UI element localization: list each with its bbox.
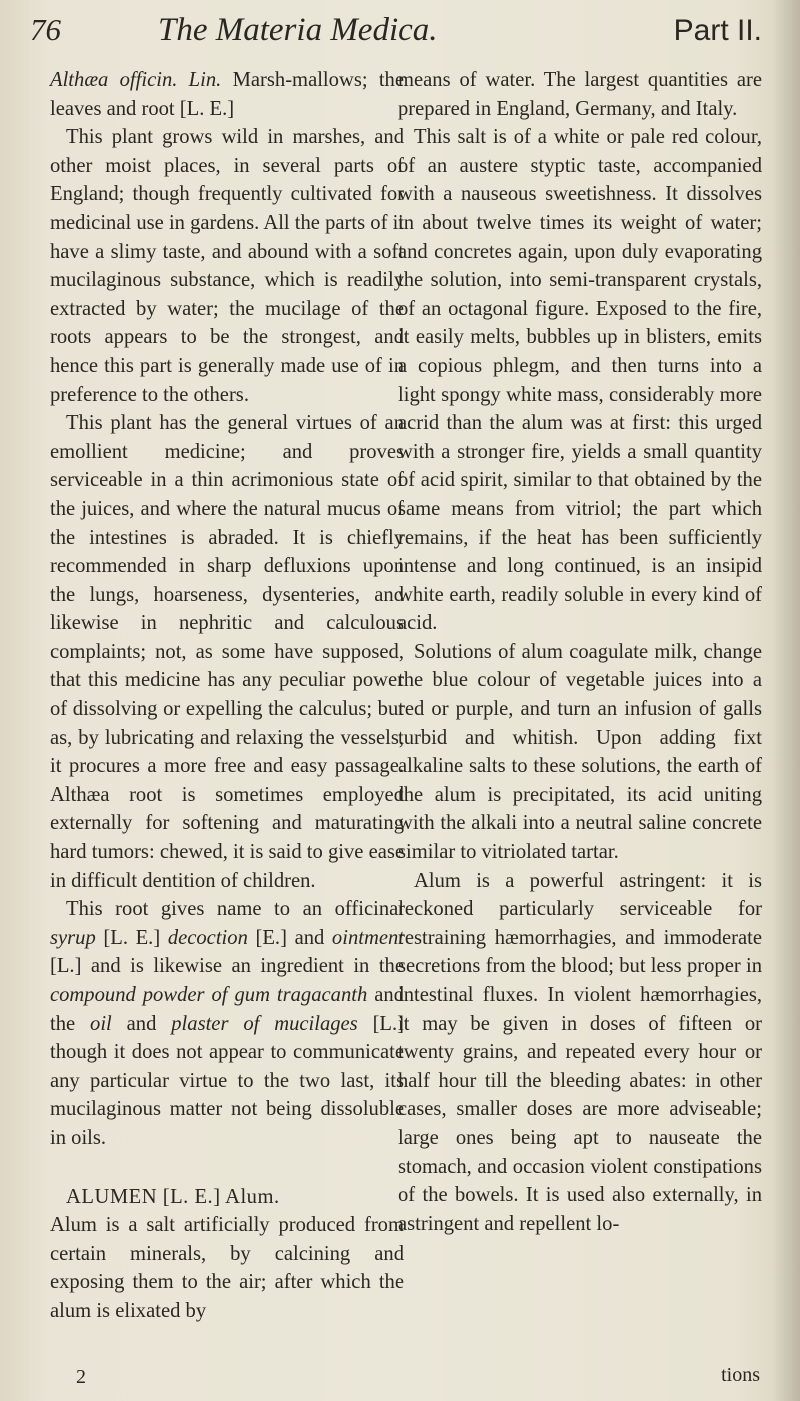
- p3-decoction: decoction: [167, 926, 248, 949]
- althaea-latin-name: Althæa officin. Lin.: [50, 69, 222, 91]
- p3-plaster: plaster of mucilages: [171, 1012, 358, 1035]
- alum-paragraph-3: Solutions of alum coagulate milk, change the blue colour of vegetable juices into a red or purple, and turn an infusion of galls turbid and whitish. Upon adding fixt alkaline salts to these solutions, the earth of the alum is precipitated, its acid uniting with the alkali into a neutral saline concrete similar to vitriolated tartar.: [398, 640, 762, 864]
- p3-text-f: and: [111, 1012, 172, 1035]
- part-label: Part II.: [673, 14, 762, 47]
- running-title: The Materia Medica.: [158, 12, 438, 48]
- althaea-paragraph-2: This plant has the general virtues of an emollient medicine; and proves serviceable in a thin acrimonious state of the juices, and where the natural mucus of the intestines is abraded. It is chiefly recommended in sharp defluxions upon the lungs, hoarseness, dysenteries, and likewise in nephritic and calculous complaints; not, as some have supposed, that this medicine has any peculiar power of dissolving or expelling the calculus; but as, by lubricating and relaxing the vessels, it procures a more free and easy passage. Althæa root is sometimes employed externally for softening and maturating hard tumors: chewed, it is said to give ease in difficult dentition of children.: [50, 412, 405, 892]
- p3-text-e: and the: [50, 984, 404, 1035]
- alum-paragraph-4: Alum is a powerful astringent: it is reckoned particularly serviceable for restraining hæmorrhagies, and immoderate secretions from the blood; but less proper in intestinal fluxes. In violent hæmorrhagies, it may be given in doses of fifteen or twenty grains, and repeated every hour or half hour till the bleeding abates: in other cases, smaller doses are more adviseable; large ones being apt to nauseate the stomach, and occasion violent constipations of the bowels. It is used also externally, in astringent and repellent lo-: [398, 869, 762, 1235]
- left-column: [50, 66, 404, 1326]
- p3-text-d: [L.] and is likewise an ingredient in the: [50, 955, 404, 978]
- p3-text-g: [L.] though it does not appear to communicate any particular virtue to the two last, its mucilaginous matter not being dissoluble in oils.: [50, 1012, 405, 1149]
- p3-oil: oil: [90, 1012, 112, 1035]
- althaea-paragraph-1: This plant grows wild in marshes, and other moist places, in several parts of England; though frequently cultivated for medicinal use in gardens. All the parts of it have a slimy taste, and abound with a soft mucilaginous substance, which is readily extracted by water; the mucilage of the roots appears to be the strongest, and hence this part is generally made use of in preference to the others.: [50, 126, 405, 406]
- althaea-title-rest: Marsh-mallows; the leaves and root [L. E.]: [50, 69, 404, 120]
- p3-syrup: syrup: [50, 926, 96, 949]
- alumen-paragraph-1: Alum is a salt artificially produced from certain minerals, by calcining and exposing them to the air; after which the alum is elixated by: [50, 1214, 404, 1322]
- page-number: 76: [30, 12, 61, 47]
- p3-text-b: [L. E.]: [95, 926, 168, 949]
- alumen-heading: ALUMEN [L. E.] Alum.: [66, 1185, 280, 1208]
- right-column: [398, 66, 762, 1238]
- p3-text-c: [E.] and: [247, 926, 332, 949]
- running-header: [30, 6, 762, 64]
- signature-mark: 2: [76, 1366, 86, 1388]
- alum-paragraph-2: This salt is of a white or pale red colour, of an austere styptic taste, accompanied with a nauseous sweetishness. It dissolves in about twelve times its weight of water; and concretes again, upon duly evaporating the solution, into semi-transparent crystals, of an octagonal figure. Exposed to the fire, it easily melts, bubbles up in blisters, emits a copious phlegm, and then turns into a light spongy white mass, considerably more acrid than the alum was at first: this urged with a stronger fire, yields a small quantity of acid spirit, similar to that obtained by the same means from vitriol; the part which remains, if the heat has been sufficiently intense and long continued, is an insipid white earth, readily soluble in every kind of acid.: [398, 126, 762, 635]
- p3-compound-powder: compound powder of gum tragacanth: [50, 984, 368, 1006]
- p3-ointment: ointment: [331, 926, 404, 949]
- althaea-paragraph-3: [50, 895, 404, 1152]
- alum-paragraph-continued: means of water. The largest quantities are prepared in England, Germany, and Italy.: [398, 69, 762, 120]
- p3-text-a: This root gives name to an officinal: [66, 898, 404, 921]
- page-edge-shadow: [772, 0, 800, 1401]
- althaea-entry-title: [50, 66, 404, 123]
- catchword: tions: [721, 1364, 760, 1386]
